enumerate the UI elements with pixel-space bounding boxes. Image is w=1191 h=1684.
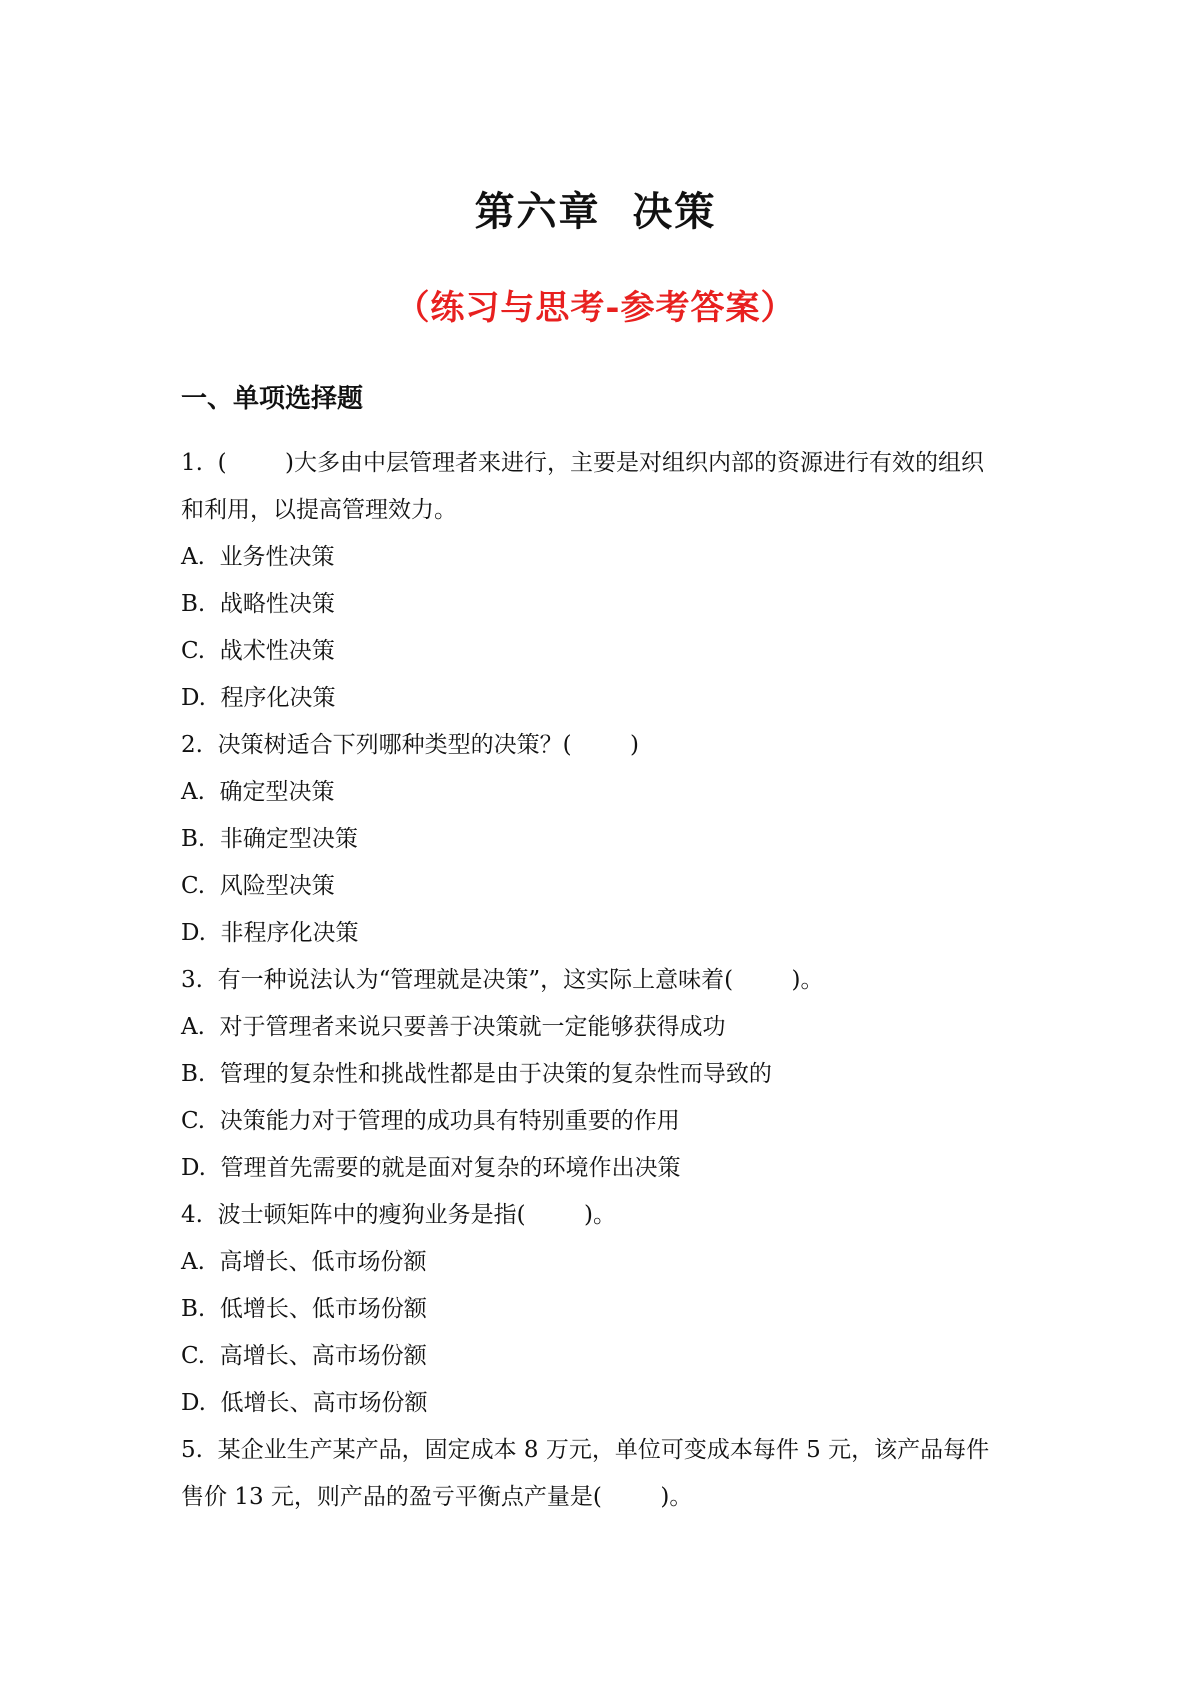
question-5-line-1: 5. 某企业生产某产品，固定成本 8 万元，单位可变成本每件 5 元，该产品每件 <box>181 1437 990 1463</box>
question-1-line-2: 和利用，以提高管理效力。 <box>181 497 457 523</box>
question-1-option-c: C. 战术性决策 <box>181 638 335 664</box>
question-1-option-d: D. 程序化决策 <box>181 685 336 711</box>
question-3-option-c: C. 决策能力对于管理的成功具有特别重要的作用 <box>181 1108 680 1134</box>
question-2-option-c: C. 风险型决策 <box>181 873 335 899</box>
section-heading: 一、单项选择题 <box>181 384 364 414</box>
question-3-text: 3. 有一种说法认为“管理就是决策”，这实际上意味着( )。 <box>181 967 824 993</box>
question-1-option-a: A. 业务性决策 <box>181 544 335 570</box>
question-4-option-c: C. 高增长、高市场份额 <box>181 1343 427 1369</box>
question-list <box>181 440 1021 1521</box>
answer-key-subtitle: （练习与思考-参考答案） <box>395 288 796 328</box>
question-3-option-a: A. 对于管理者来说只要善于决策就一定能够获得成功 <box>181 1014 726 1040</box>
question-2-text: 2. 决策树适合下列哪种类型的决策？( ) <box>181 732 640 758</box>
question-2-option-a: A. 确定型决策 <box>181 779 335 805</box>
question-5-line-2: 售价 13 元，则产品的盈亏平衡点产量是( )。 <box>181 1484 693 1510</box>
question-4-option-a: A. 高增长、低市场份额 <box>181 1249 427 1275</box>
question-2-option-b: B. 非确定型决策 <box>181 826 358 852</box>
question-4-option-d: D. 低增长、高市场份额 <box>181 1390 428 1416</box>
chapter-title: 第六章 决策 <box>474 188 717 235</box>
question-4-text: 4. 波士顿矩阵中的瘦狗业务是指( )。 <box>181 1202 617 1228</box>
question-4-option-b: B. 低增长、低市场份额 <box>181 1296 427 1322</box>
question-3-option-b: B. 管理的复杂性和挑战性都是由于决策的复杂性而导致的 <box>181 1061 772 1087</box>
question-2-option-d: D. 非程序化决策 <box>181 920 359 946</box>
question-1-line-1: 1. ( )大多由中层管理者来进行，主要是对组织内部的资源进行有效的组织 <box>181 450 985 476</box>
question-1-option-b: B. 战略性决策 <box>181 591 335 617</box>
question-3-option-d: D. 管理首先需要的就是面对复杂的环境作出决策 <box>181 1155 681 1181</box>
